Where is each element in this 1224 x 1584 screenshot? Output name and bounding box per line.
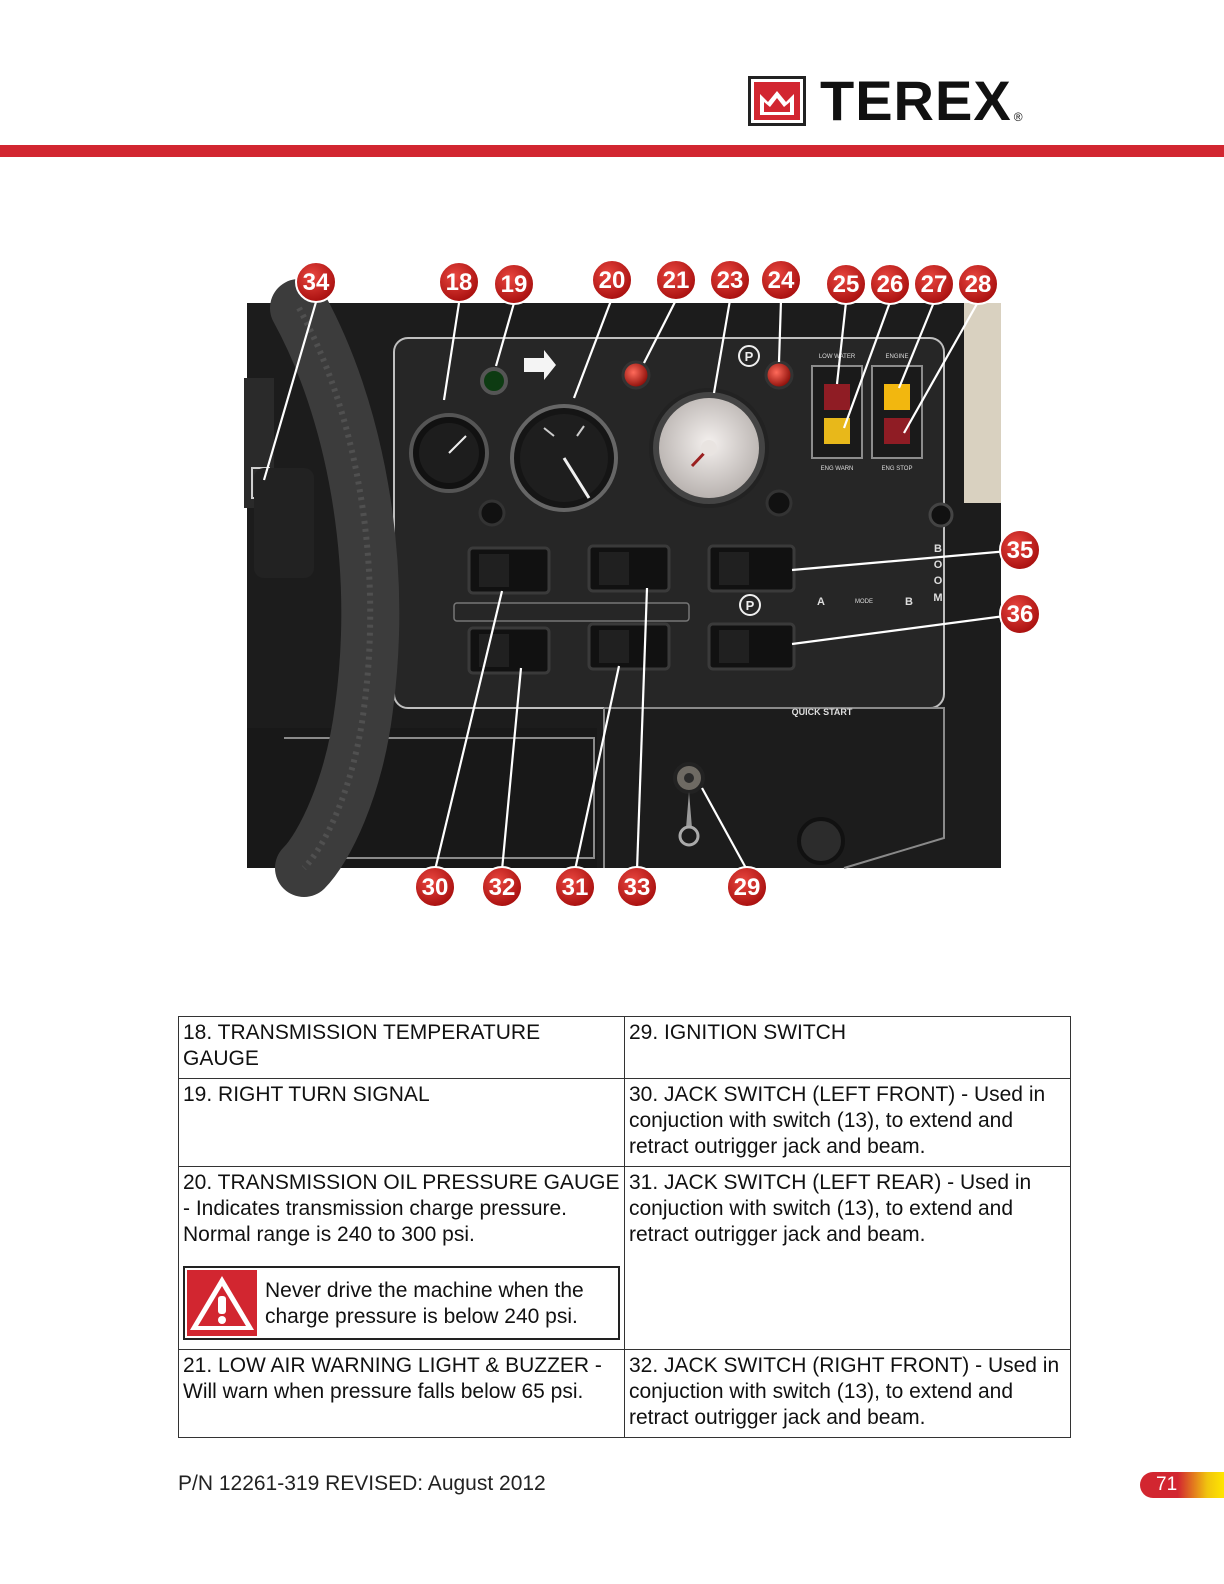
jack-switch-left-front (469, 548, 549, 593)
park-brake-lamp (766, 362, 792, 388)
svg-text:LOW WATER: LOW WATER (818, 354, 856, 360)
svg-text:26: 26 (876, 271, 904, 298)
terex-crown-icon (748, 76, 806, 126)
callout-33 (617, 867, 657, 907)
registered-mark: ® (1013, 110, 1023, 124)
control-panel-photo (244, 258, 1044, 938)
callout-28 (958, 264, 998, 304)
legend-item-20-cell (179, 1167, 625, 1350)
page-number-tab (1140, 1472, 1224, 1498)
svg-text:25: 25 (832, 271, 860, 298)
jack-switch-right-rear (589, 624, 669, 669)
table-row (179, 1017, 1071, 1079)
brand-name: TEREX (820, 69, 1012, 132)
legend-item-31: 31. JACK SWITCH (LEFT REAR) - Used in conjuction with switch (13), to extend and retract outrigger jack and beam. (625, 1167, 1071, 1350)
svg-text:21: 21 (662, 267, 690, 294)
warning-triangle-icon (187, 1270, 257, 1336)
callout-35 (1000, 530, 1040, 570)
warning-box (183, 1266, 620, 1340)
svg-text:M: M (933, 592, 943, 604)
table-row (179, 1079, 1071, 1167)
svg-text:B: B (905, 596, 913, 608)
legend-item-30: 30. JACK SWITCH (LEFT FRONT) - Used in conjuction with switch (13), to extend and retract outrigger jack and beam. (625, 1079, 1071, 1167)
boom-switch (709, 546, 794, 591)
callout-26 (870, 264, 910, 304)
svg-text:P: P (744, 349, 754, 364)
legend-item-29: 29. IGNITION SWITCH (625, 1017, 1071, 1079)
svg-text:MODE: MODE (855, 599, 873, 605)
svg-text:33: 33 (623, 874, 651, 901)
callout-18 (439, 262, 479, 302)
callout-19 (494, 264, 534, 304)
callout-27 (914, 264, 954, 304)
svg-text:20: 20 (598, 267, 626, 294)
svg-text:A: A (817, 596, 825, 608)
callout-20 (592, 260, 632, 300)
table-row (179, 1167, 1071, 1350)
svg-text:31: 31 (561, 874, 589, 901)
legend-item-18: 18. TRANSMISSION TEMPERATURE GAUGE (179, 1017, 625, 1079)
jack-switch-left-rear (589, 546, 669, 591)
callout-36 (1000, 594, 1040, 634)
jack-switch-right-front (469, 628, 549, 673)
svg-text:30: 30 (421, 874, 449, 901)
svg-text:34: 34 (302, 269, 330, 296)
svg-text:27: 27 (920, 271, 948, 298)
svg-text:ENG WARN: ENG WARN (820, 466, 854, 472)
callout-34 (296, 262, 336, 302)
callout-25 (826, 264, 866, 304)
svg-text:32: 32 (488, 874, 516, 901)
callout-29 (727, 867, 767, 907)
legend-item-19: 19. RIGHT TURN SIGNAL (179, 1079, 625, 1167)
svg-text:23: 23 (716, 267, 744, 294)
table-row (179, 1350, 1071, 1438)
svg-text:36: 36 (1006, 601, 1034, 628)
low-air-warning-lamp (623, 362, 649, 388)
callout-23 (710, 260, 750, 300)
callout-30 (415, 867, 455, 907)
svg-text:28: 28 (964, 271, 992, 298)
quick-start-switch (709, 624, 794, 669)
engine-stop-switch (872, 366, 922, 458)
right-turn-signal-lamp (482, 369, 506, 393)
warning-text: Never drive the machine when the charge pressure is below 240 psi. (265, 1279, 584, 1328)
svg-text:18: 18 (445, 269, 473, 296)
svg-text:24: 24 (767, 267, 795, 294)
svg-text:29: 29 (733, 874, 761, 901)
svg-text:O: O (933, 559, 943, 571)
legend-item-32: 32. JACK SWITCH (RIGHT FRONT) - Used in conjuction with switch (13), to extend and retract outrigger jack and beam. (625, 1350, 1071, 1438)
svg-text:35: 35 (1006, 537, 1034, 564)
callout-24 (761, 260, 801, 300)
svg-text:ENGINE: ENGINE (885, 354, 909, 360)
legend-table (178, 1016, 1071, 1438)
svg-text:O: O (933, 575, 943, 587)
page-number: 71 (1156, 1474, 1178, 1495)
svg-text:ENG STOP: ENG STOP (881, 466, 913, 472)
legend-item-20: 20. TRANSMISSION OIL PRESSURE GAUGE - Indicates transmission charge pressure. Normal range is 240 to 300 psi. (183, 1171, 620, 1246)
callout-21 (656, 260, 696, 300)
header-rule (0, 145, 1224, 157)
svg-text:B: B (934, 543, 942, 555)
svg-text:P: P (745, 598, 755, 613)
footer-part-number: P/N 12261-319 REVISED: August 2012 (178, 1472, 546, 1495)
legend-item-21: 21. LOW AIR WARNING LIGHT & BUZZER - Will warn when pressure falls below 65 psi. (179, 1350, 625, 1438)
svg-text:19: 19 (500, 271, 528, 298)
terex-logo (748, 69, 1023, 132)
svg-text:QUICK START: QUICK START (791, 707, 853, 717)
callout-31 (555, 867, 595, 907)
callout-32 (482, 867, 522, 907)
